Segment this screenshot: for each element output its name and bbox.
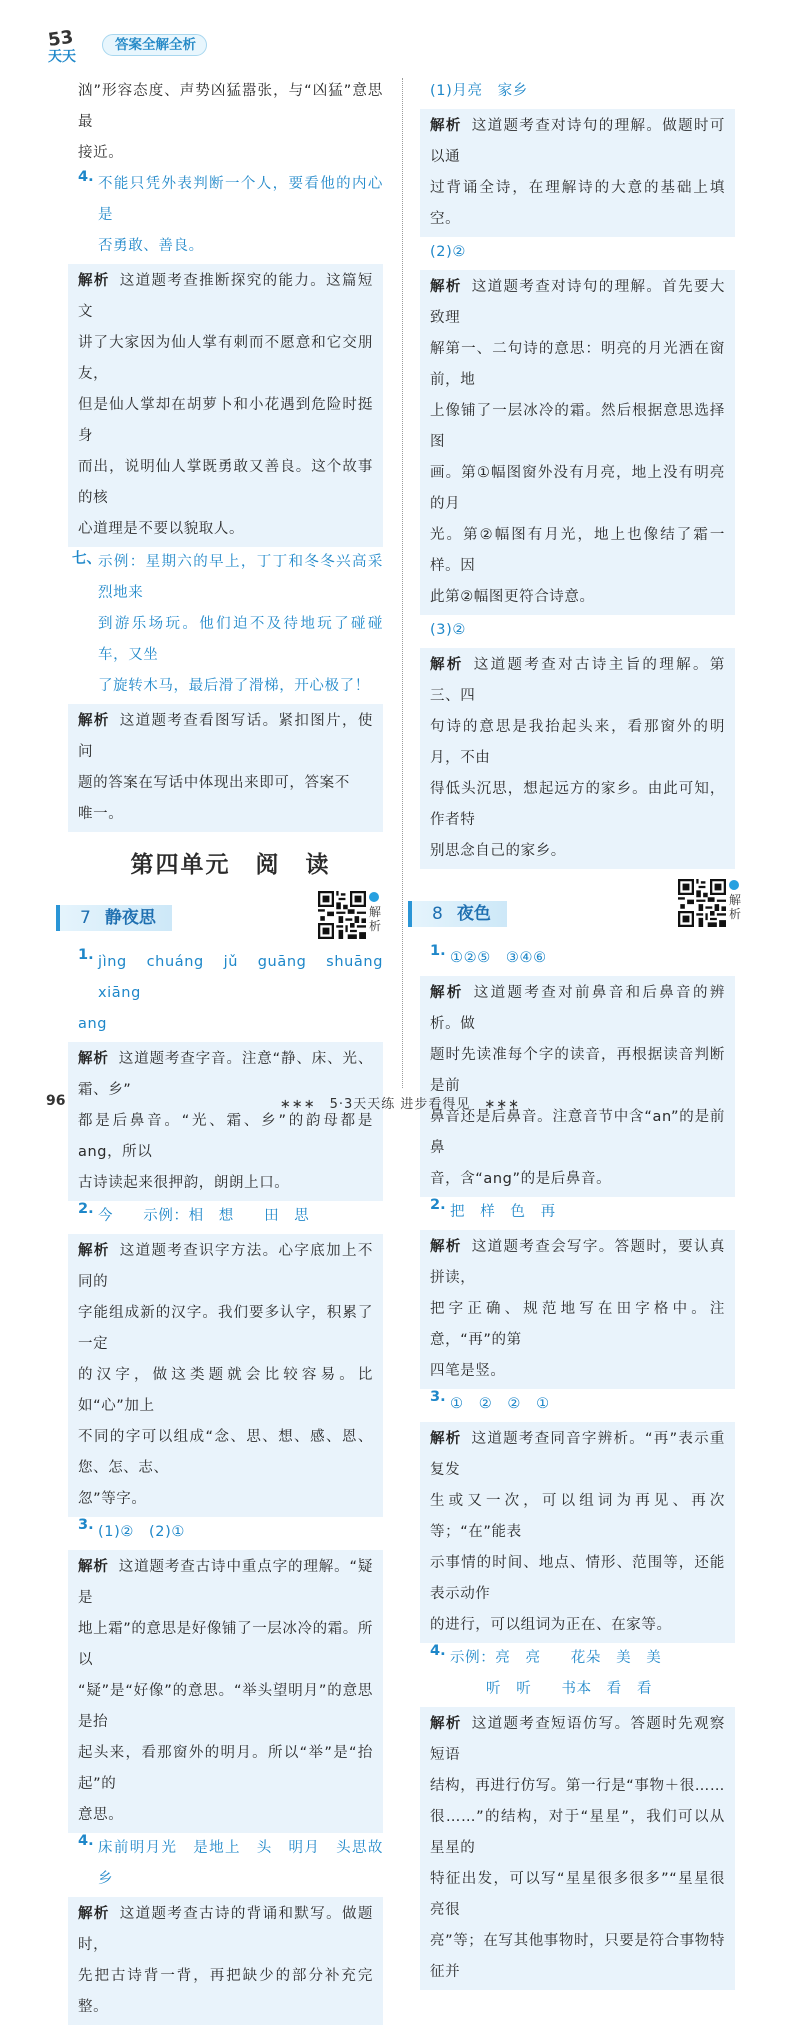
answer-item-2 <box>78 1201 383 1232</box>
analysis-label: 解析 <box>78 1051 109 1067</box>
analysis-text: 解第一、二句诗的意思：明亮的月光洒在窗前，地 <box>430 341 725 388</box>
lesson-title: 夜色 <box>456 904 491 924</box>
answer-line: ① ② ② ① <box>450 1396 550 1412</box>
analysis-box <box>420 109 735 237</box>
item-number: 4. <box>430 1643 446 1659</box>
analysis-label: 解析 <box>78 273 110 289</box>
pinyin-line: ang <box>78 1016 108 1032</box>
lesson-tag <box>408 901 507 927</box>
pinyin-line: jìng chuáng jǔ guāng shuāng xiāng <box>98 954 399 1001</box>
svg-text:53: 53 <box>46 26 75 51</box>
analysis-text: 特征出发，可以写“星星很多很多”“星星很亮很 <box>430 1871 725 1918</box>
brand-logo <box>46 28 106 64</box>
item-number: 3. <box>430 1389 446 1405</box>
analysis-text: 先把古诗背一背，再把缺少的部分补充完整。 <box>78 1968 373 2015</box>
answer-line: 示例：亮 亮 花朵 美 美 <box>450 1650 662 1666</box>
qr-code-icon[interactable] <box>318 891 366 939</box>
footer-slogan: ∗∗∗ 5·3天天练 进步看得见 ∗∗∗ <box>279 1097 521 1112</box>
analysis-label: 解析 <box>430 1716 462 1732</box>
analysis-text: 题时先读准每个字的读音，再根据读音判断是前 <box>430 1047 725 1094</box>
analysis-text: 结构，再进行仿写。第一行是“事物＋很…… <box>430 1778 726 1794</box>
answer-line: 床前明月光 是地上 头 明月 头思故乡 <box>98 1840 383 1887</box>
lesson-number: 7 <box>80 908 91 928</box>
lesson-number: 8 <box>432 904 443 924</box>
analysis-label: 解析 <box>78 713 110 729</box>
analysis-text: 别思念自己的家乡。 <box>430 843 566 859</box>
unit-title: 第四单元 阅 读 <box>130 851 331 878</box>
analysis-text: 讲了大家因为仙人掌有刺而不愿意和它交朋友， <box>78 335 373 382</box>
analysis-box <box>68 1550 383 1833</box>
lesson-tag <box>56 905 172 931</box>
analysis-box <box>420 976 735 1197</box>
analysis-text: 意思。 <box>78 1807 124 1823</box>
analysis-text: 这道题考查同音字辨析。“再”表示重复发 <box>430 1431 725 1478</box>
item-number: 1. <box>78 947 94 963</box>
item-number: 七、 <box>72 551 101 567</box>
item-number: 4. <box>78 169 94 185</box>
item-number: 2. <box>430 1197 446 1213</box>
answer-item-7 <box>72 547 383 702</box>
analysis-text: 这道题考查对古诗主旨的理解。第三、四 <box>430 657 726 704</box>
answer-line: 听 听 书本 看 看 <box>486 1681 653 1697</box>
text-line: 汹”形容态度、声势凶猛嚣张，与“凶猛”意思最 <box>78 83 383 130</box>
answer-line: 示例：星期六的早上，丁丁和冬冬兴高采烈地来 <box>98 554 383 601</box>
answer-line: (3)② <box>430 622 466 638</box>
answer-line: (1)月亮 家乡 <box>430 83 528 99</box>
analysis-label: 解析 <box>430 279 462 295</box>
lesson-header-7 <box>78 891 383 947</box>
answer-item-4b <box>78 1833 383 1895</box>
analysis-text: 很……”的结构，对于“星星”，我们可以从星星的 <box>430 1809 725 1856</box>
answer-item-4 <box>430 1643 735 1705</box>
analysis-text: 这道题考查古诗中重点字的理解。“疑是 <box>78 1559 373 1606</box>
analysis-label: 解析 <box>78 1906 110 1922</box>
analysis-text: 画。第①幅图窗外没有月亮，地上没有明亮的月 <box>430 465 725 512</box>
analysis-label: 解析 <box>430 657 464 673</box>
analysis-box <box>420 270 735 615</box>
analysis-text: 但是仙人掌却在胡萝卜和小花遇到危险时挺身 <box>78 397 373 444</box>
analysis-box <box>68 1234 383 1517</box>
play-icon <box>369 892 379 902</box>
analysis-text: 心道理是不要以貌取人。 <box>78 521 245 537</box>
answer-item-2 <box>430 1197 735 1228</box>
analysis-text: 忽”等字。 <box>78 1491 147 1507</box>
analysis-text: 鼻音还是后鼻音。注意音节中含“an”的是前鼻 <box>430 1109 725 1156</box>
analysis-label: 解析 <box>430 1239 462 1255</box>
analysis-text: 的进行，可以组词为正在、在家等。 <box>430 1617 672 1633</box>
answer-line: 把 样 色 再 <box>450 1204 556 1220</box>
analysis-text: 示事情的时间、地点、情形、范围等，还能表示动作 <box>430 1555 725 1602</box>
answer-line: 否勇敢、善良。 <box>98 238 204 254</box>
analysis-text: 上像铺了一层冰冷的霜。然后根据意思选择图 <box>430 403 725 450</box>
analysis-text: 题的答案在写话中体现出来即可，答案不 <box>78 775 350 791</box>
answer-line: 到游乐场玩。他们迫不及待地玩了碰碰车，又坐 <box>98 616 383 663</box>
answer-line: (1)② (2)① <box>98 1524 185 1540</box>
analysis-box <box>68 264 383 547</box>
analysis-text: 这道题考查会写字。答题时，要认真拼读， <box>430 1239 726 1286</box>
analysis-text: 生或又一次，可以组词为再见、再次等；“在”能表 <box>430 1493 725 1540</box>
answer-item-1 <box>430 943 735 974</box>
qr-caption: 解析 <box>729 893 742 921</box>
lesson-title: 静夜思 <box>104 908 156 928</box>
analysis-text: 唯一。 <box>78 806 124 822</box>
analysis-text: 古诗读起来很押韵，朗朗上口。 <box>78 1175 290 1191</box>
analysis-text: 句诗的意思是我抬起头来，看那窗外的明月，不由 <box>430 719 725 766</box>
item-number: 1. <box>430 943 446 959</box>
analysis-text: 这道题考查字音。注意“静、床、光、霜、乡” <box>78 1051 373 1098</box>
analysis-label: 解析 <box>78 1559 109 1575</box>
item-number: 4. <box>78 1833 94 1849</box>
analysis-label: 解析 <box>430 118 462 134</box>
page-footer <box>0 1093 800 1115</box>
analysis-text: 这道题考查对前鼻音和后鼻音的辨析。做 <box>430 985 726 1032</box>
analysis-text: 光。第②幅图有月光，地上也像结了霜一样。因 <box>430 527 725 574</box>
analysis-text: 这道题考查看图写话。紧扣图片，使问 <box>78 713 374 760</box>
analysis-box <box>420 1230 735 1389</box>
analysis-text: 这道题考查短语仿写。答题时先观察短语 <box>430 1716 726 1763</box>
analysis-text: 得低头沉思，想起远方的家乡。由此可知，作者特 <box>430 781 725 828</box>
analysis-text: 不同的字可以组成“念、思、想、感、恩、您、怎、志、 <box>78 1429 373 1476</box>
header-badge: 答案全解全析 <box>102 34 207 56</box>
analysis-box <box>68 1897 383 2025</box>
item-number: 2. <box>78 1201 94 1217</box>
right-column <box>430 76 742 1990</box>
page-number: 96 <box>46 1093 66 1109</box>
analysis-box <box>68 704 383 832</box>
analysis-text: 起头来，看那窗外的明月。所以“举”是“抬起”的 <box>78 1745 373 1792</box>
answer-line: 今 示例：相 想 田 思 <box>98 1208 310 1224</box>
analysis-text: 音，含“ang”的是后鼻音。 <box>430 1171 612 1187</box>
answer-line: 不能只凭外表判断一个人，要看他的内心是 <box>98 176 383 223</box>
analysis-box <box>68 1042 383 1201</box>
analysis-box <box>420 1707 735 1990</box>
column-divider <box>402 78 403 1088</box>
item-number: 3. <box>78 1517 94 1533</box>
analysis-text: 而出，说明仙人掌既勇敢又善良。这个故事的核 <box>78 459 373 506</box>
answer-item-3 <box>78 1517 383 1548</box>
answer-line: 了旋转木马，最后滑了滑梯，开心极了！ <box>98 678 370 694</box>
qr-code-icon[interactable] <box>678 879 726 927</box>
analysis-label: 解析 <box>430 985 464 1001</box>
analysis-text: 此第②幅图更符合诗意。 <box>430 589 595 605</box>
lesson-header-8 <box>430 887 742 943</box>
analysis-text: 亮”等；在写其他事物时，只要是符合事物特征并 <box>430 1933 726 1980</box>
answer-item-4 <box>78 169 383 262</box>
answer-item-1 <box>78 947 399 1040</box>
analysis-text: 这道题考查识字方法。心字底加上不同的 <box>78 1243 374 1290</box>
analysis-box <box>420 648 735 869</box>
analysis-text: 的汉字，做这类题就会比较容易。比如“心”加上 <box>78 1367 373 1414</box>
analysis-text: 这道题考查推断探究的能力。这篇短文 <box>78 273 374 320</box>
analysis-label: 解析 <box>430 1431 462 1447</box>
answer-item-3 <box>430 1389 735 1420</box>
analysis-text: 这道题考查古诗的背诵和默写。做题时， <box>78 1906 374 1953</box>
play-icon <box>729 880 739 890</box>
left-column <box>72 76 399 2025</box>
qr-caption: 解析 <box>369 905 382 933</box>
analysis-text: 都是后鼻音。“光、霜、乡”的韵母都是 ang，所以 <box>78 1113 373 1160</box>
analysis-text: 四笔是竖。 <box>430 1363 506 1379</box>
analysis-text: 这道题考查对诗句的理解。做题时可以通 <box>430 118 726 165</box>
answer-line: (2)② <box>430 244 466 260</box>
analysis-text: 这道题考查对诗句的理解。首先要大致理 <box>430 279 726 326</box>
text-line: 接近。 <box>78 145 124 161</box>
answer-line: ①②⑤ ③④⑥ <box>450 950 547 966</box>
analysis-text: 字能组成新的汉字。我们要多认字，积累了一定 <box>78 1305 373 1352</box>
analysis-text: 地上霜”的意思是好像铺了一层冰冷的霜。所以 <box>78 1621 374 1668</box>
analysis-text: 把字正确、规范地写在田字格中。注意，“再”的第 <box>430 1301 725 1348</box>
svg-text:天天: 天天 <box>48 49 76 65</box>
analysis-label: 解析 <box>78 1243 110 1259</box>
analysis-text: 过背诵全诗，在理解诗的大意的基础上填空。 <box>430 180 725 227</box>
analysis-text: “疑”是“好像”的意思。“举头望明月”的意思是抬 <box>78 1683 373 1730</box>
analysis-box <box>420 1422 735 1643</box>
